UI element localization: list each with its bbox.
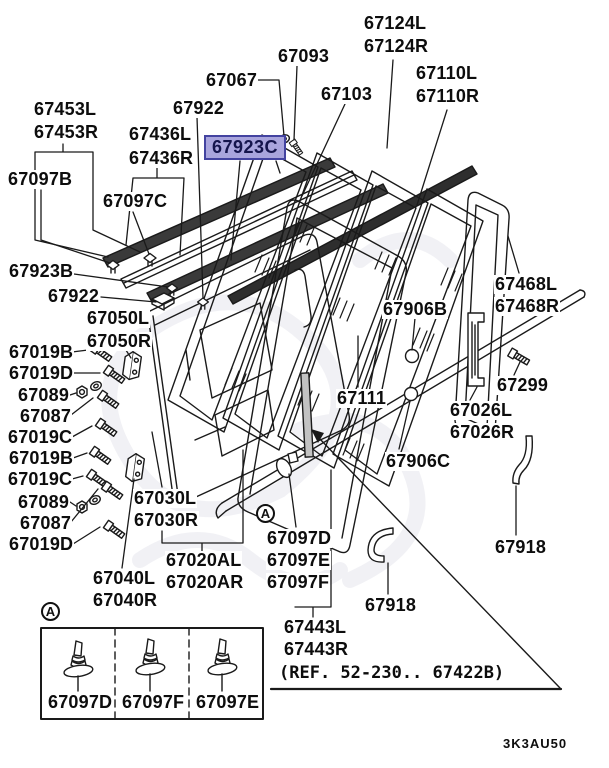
legend-clip-67097f (135, 639, 165, 676)
part-label-67089-1: 67089 (18, 385, 70, 405)
part-label-67089-2: 67089 (18, 492, 70, 512)
part-label-67050l: 67050L (87, 308, 150, 328)
legend-label-67097d: 67097D (48, 692, 113, 712)
part-label-67050r: 67050R (87, 331, 152, 351)
hook-67918-right (513, 436, 532, 484)
part-label-67093: 67093 (278, 46, 330, 66)
part-label-67436l: 67436L (129, 124, 192, 144)
reference-note: (REF. 52-230.. 67422B) (279, 663, 505, 683)
legend-label-67097e: 67097E (196, 692, 260, 712)
part-label-67019b-1: 67019B (9, 342, 74, 362)
part-label-67097b: 67097B (8, 169, 73, 189)
part-label-67040l: 67040L (93, 568, 156, 588)
part-label-67087-2: 67087 (20, 513, 72, 533)
part-label-67067: 67067 (206, 70, 258, 90)
part-label-67453l: 67453L (34, 99, 97, 119)
part-label-67019d-1: 67019D (9, 363, 74, 383)
bolt-67019d-2 (103, 520, 125, 539)
part-label-67020ar: 67020AR (166, 572, 244, 592)
part-label-67923b: 67923B (9, 261, 74, 281)
part-label-67019d-2: 67019D (9, 534, 74, 554)
part-label-67087-1: 67087 (20, 406, 72, 426)
screw-67093 (289, 139, 304, 156)
part-label-67030r: 67030R (134, 510, 199, 530)
part-label-67097c: 67097C (103, 191, 168, 211)
part-label-67923c-highlighted[interactable]: 67923C (204, 135, 286, 160)
legend-clip-67097d (63, 641, 93, 678)
nut-67089-2 (77, 501, 87, 513)
sash-channel-67026 (468, 313, 484, 386)
nut-67089-1 (77, 386, 87, 398)
part-label-67443l: 67443L (284, 617, 347, 637)
washer-67089-1 (89, 380, 102, 392)
part-label-67026l: 67026L (450, 400, 513, 420)
legend-label-67097f: 67097F (122, 692, 185, 712)
part-label-67436r: 67436R (129, 148, 194, 168)
grommet-67906b (406, 350, 419, 363)
bolt-67087-2 (101, 481, 123, 500)
part-label-67468l: 67468L (495, 274, 558, 294)
part-label-67040r: 67040R (93, 590, 158, 610)
part-label-67110l: 67110L (416, 63, 478, 83)
part-label-67453r: 67453R (34, 122, 99, 142)
part-label-67097f-mid: 67097F (267, 572, 330, 592)
part-label-67299: 67299 (497, 375, 549, 395)
part-label-67906b: 67906B (383, 299, 448, 319)
part-label-67019c-2: 67019C (8, 469, 73, 489)
grommet-67906c (405, 388, 418, 401)
part-label-67019b-2: 67019B (9, 448, 74, 468)
part-label-67922-mid: 67922 (48, 286, 100, 306)
part-label-67922-top: 67922 (173, 98, 225, 118)
part-label-67918-mid: 67918 (365, 595, 417, 615)
part-label-67020al: 67020AL (166, 550, 242, 570)
part-label-67097e-mid: 67097E (267, 550, 331, 570)
part-label-67468r: 67468R (495, 296, 560, 316)
legend-clip-67097e (207, 639, 237, 676)
lower-weatherstrip (216, 290, 585, 518)
part-label-67097d-mid: 67097D (267, 528, 332, 548)
part-label-67443r: 67443R (284, 639, 349, 659)
part-label-67030l: 67030L (134, 488, 197, 508)
part-label-67019c-1: 67019C (8, 427, 73, 447)
part-label-67124l: 67124L (364, 13, 427, 33)
part-label-67124r: 67124R (364, 36, 429, 56)
glass-run-channel (301, 373, 313, 457)
drawing-code: 3K3AU50 (503, 736, 568, 751)
part-label-67110r: 67110R (416, 86, 480, 106)
washer-67089-2 (88, 494, 101, 506)
section-marker-a-legend: A (41, 602, 60, 621)
part-label-67026r: 67026R (450, 422, 515, 442)
part-label-67906c: 67906C (386, 451, 451, 471)
part-label-67918-right: 67918 (495, 537, 547, 557)
section-marker-a-diagram: A (256, 504, 275, 523)
part-label-67111: 67111 (337, 388, 387, 408)
part-label-67103: 67103 (321, 84, 373, 104)
bolt-67019b-2 (89, 446, 111, 465)
